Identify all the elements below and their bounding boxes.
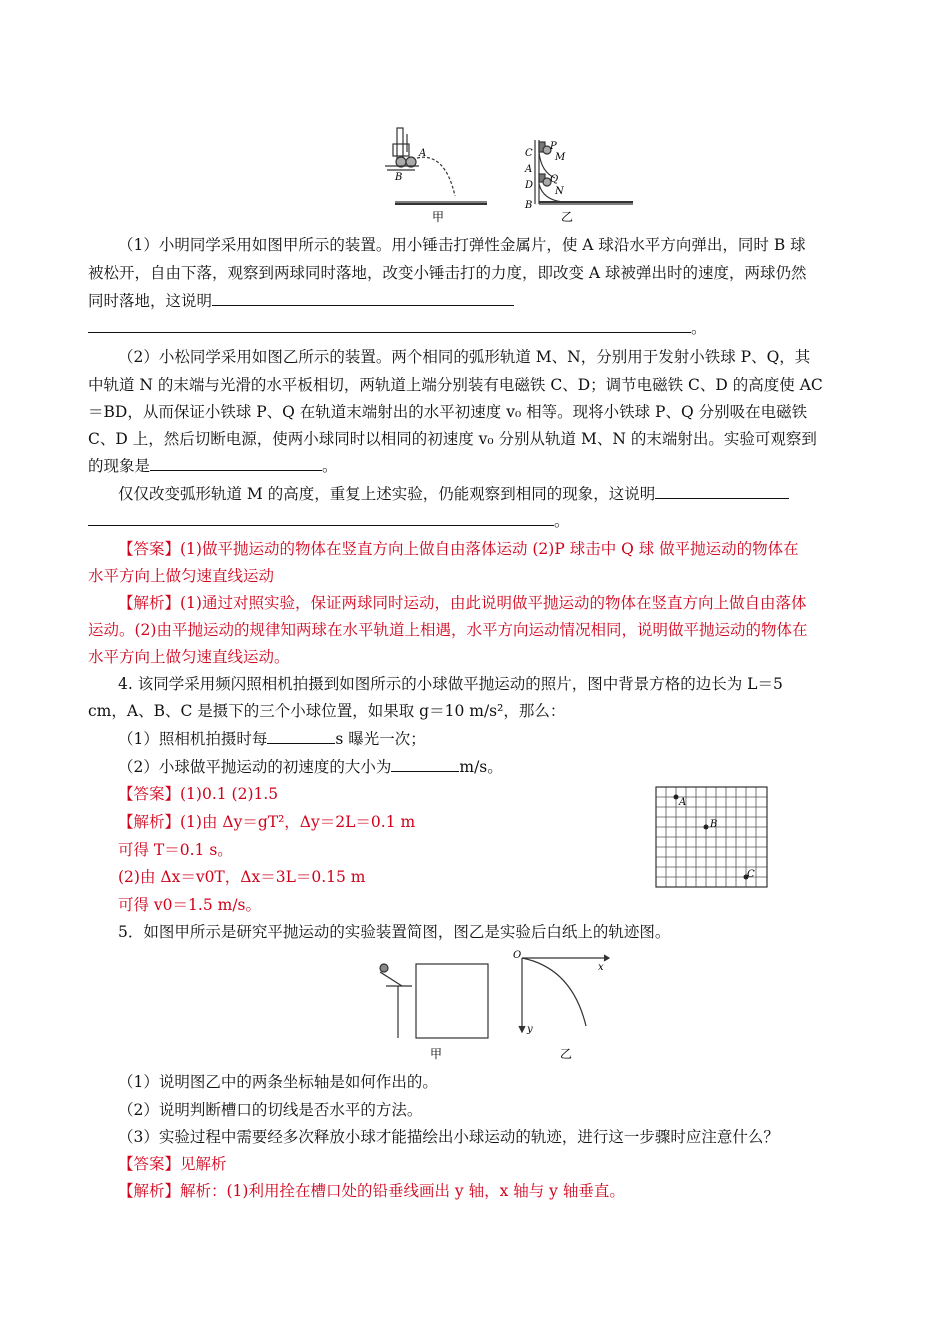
q3-p2-line6-text: 仅仅改变弧形轨道 M 的高度，重复上述实验，仍能观察到相同的现象，这说明	[118, 485, 656, 503]
q4-sub2-unit: m/s。	[459, 758, 503, 776]
figure-apparatus	[375, 122, 640, 224]
ball-position-A	[674, 795, 679, 800]
q4-explain4: 可得 v0＝1.5 m/s。	[118, 896, 261, 914]
q5-line1: 5．如图甲所示是研究平抛运动的实验装置简图，图乙是实验后白纸上的轨迹图。	[118, 923, 671, 941]
q3-p2-line6	[118, 483, 789, 505]
label-yi-A: A	[525, 164, 533, 175]
answer-blank	[150, 455, 322, 471]
label-yi-D: D	[525, 180, 534, 191]
grid-label-C: C	[747, 869, 755, 880]
q3-p2-line4: C、D 上，然后切断电源，使两小球同时以相同的初速度 v₀ 分别从轨道 M、N 的末端射出。实验可观察到	[88, 430, 817, 448]
q4-explain3: (2)由 Δx＝v0T，Δx＝3L＝0.15 m	[118, 868, 366, 886]
q4-explain1: 【解析】(1)由 Δy＝gT²，Δy＝2L＝0.1 m	[118, 813, 416, 831]
apparatus-jia	[385, 128, 487, 204]
q3-p2-line1: （2）小松同学采用如图乙所示的装置。两个相同的弧形轨道 M、N，分别用于发射小铁球 P、Q，其	[118, 348, 811, 366]
q3-p2-line5-text: 的现象是	[88, 457, 151, 475]
q3-p1-line4	[88, 317, 707, 339]
q3-p2-line5-end: 。	[322, 457, 338, 475]
q4-sub2	[118, 756, 503, 778]
q4-explain2: 可得 T＝0.1 s。	[118, 841, 233, 859]
q4-sub1-text: （1）照相机拍摄时每	[118, 730, 268, 748]
q3-explain-line2: 运动。(2)由平抛运动的规律知两球在水平轨道上相遇，水平方向运动情况相同，说明做平抛运动的物体在	[88, 621, 808, 639]
q4-sub2-text: （2）小球做平抛运动的初速度的大小为	[118, 758, 392, 776]
trajectory-yi	[519, 955, 609, 1032]
q3-answer-line1: 【答案】(1)做平抛运动的物体在竖直方向上做自由落体运动 (2)P 球击中 Q 球 做平抛运动的物体在	[118, 540, 799, 558]
q3-p1-line3-text: 同时落地，这说明	[88, 292, 213, 310]
answer-blank	[88, 510, 554, 526]
ball-position-B	[704, 825, 709, 830]
q3-p2-line3: ＝BD，从而保证小铁球 P、Q 在轨道末端射出的水平初速度 v₀ 相等。现将小铁球 P、Q 分别吸在电磁铁	[88, 403, 808, 421]
axis-y-label: y	[527, 1024, 533, 1035]
label-yi-P: P	[550, 141, 557, 152]
q5-explain: 【解析】解析：(1)利用拴在槽口处的铅垂线画出 y 轴，x 轴与 y 轴垂直。	[118, 1182, 625, 1200]
q3-p2-line7	[88, 510, 570, 532]
label-yi-N: N	[555, 186, 564, 197]
q5-answer: 【答案】见解析	[118, 1155, 227, 1173]
answer-blank	[391, 756, 459, 772]
axis-x-label: x	[598, 962, 604, 973]
setup-jia	[380, 964, 488, 1038]
q4-line2: cm，A、B、C 是摄下的三个小球位置，如果取 g＝10 m/s²，那么：	[88, 702, 566, 720]
label-A: A	[419, 148, 427, 159]
caption-yi: 乙	[561, 210, 574, 224]
caption-jia-2: 甲	[430, 1047, 443, 1061]
q3-p2-line2: 中轨道 N 的末端与光滑的水平板相切，两轨道上端分别装有电磁铁 C、D；调节电磁铁 C、D 的高度使 AC	[88, 376, 823, 394]
answer-blank	[267, 728, 335, 744]
q5-sub1: （1）说明图乙中的两条坐标轴是如何作出的。	[118, 1073, 438, 1091]
q5-sub2: （2）说明判断槽口的切线是否水平的方法。	[118, 1101, 423, 1119]
q3-explain-line1: 【解析】(1)通过对照实验，保证两球同时运动，由此说明做平抛运动的物体在竖直方向上做自由落体	[118, 594, 807, 612]
q4-answer: 【答案】(1)0.1 (2)1.5	[118, 785, 279, 803]
label-yi-C: C	[525, 148, 533, 159]
q4-sub1-unit: s 曝光一次；	[335, 730, 426, 748]
q4-line1: 4. 该同学采用频闪照相机拍摄到如图所示的小球做平抛运动的照片，图中背景方格的边长为 L＝5	[118, 675, 783, 693]
label-yi-B: B	[525, 200, 533, 211]
q3-p1-line2: 被松开，自由下落，观察到两球同时落地，改变小锤击打的力度，即改变 A 球被弹出时的速度，两球仍然	[88, 264, 807, 282]
answer-blank	[88, 317, 691, 333]
answer-blank	[655, 483, 789, 499]
axis-origin-label: O	[513, 950, 522, 961]
q3-p2-end: 。	[554, 512, 570, 530]
q3-p1-end: 。	[691, 319, 707, 337]
label-yi-M: M	[555, 152, 566, 163]
answer-blank	[212, 290, 514, 306]
q3-explain-line3: 水平方向上做匀速直线运动。	[88, 648, 290, 666]
figure-strobe-grid	[655, 786, 769, 889]
grid-label-A: A	[679, 797, 687, 808]
caption-yi-2: 乙	[560, 1047, 573, 1061]
figure-projectile-setup	[372, 948, 620, 1066]
q3-answer-line2: 水平方向上做匀速直线运动	[88, 567, 275, 585]
q3-p1-line1: （1）小明同学采用如图甲所示的装置。用小锤击打弹性金属片，使 A 球沿水平方向弹出，同时 B 球	[118, 236, 806, 254]
q3-p1-line3	[88, 290, 514, 312]
label-yi-Q: Q	[550, 174, 559, 185]
label-B: B	[395, 172, 403, 183]
q5-sub3: （3）实验过程中需要经多次释放小球才能描绘出小球运动的轨迹，进行这一步骤时应注意什么？	[118, 1128, 779, 1146]
q3-p2-line5	[88, 455, 338, 477]
caption-jia: 甲	[432, 210, 445, 224]
q4-sub1	[118, 728, 426, 750]
grid-label-B: B	[710, 819, 718, 830]
